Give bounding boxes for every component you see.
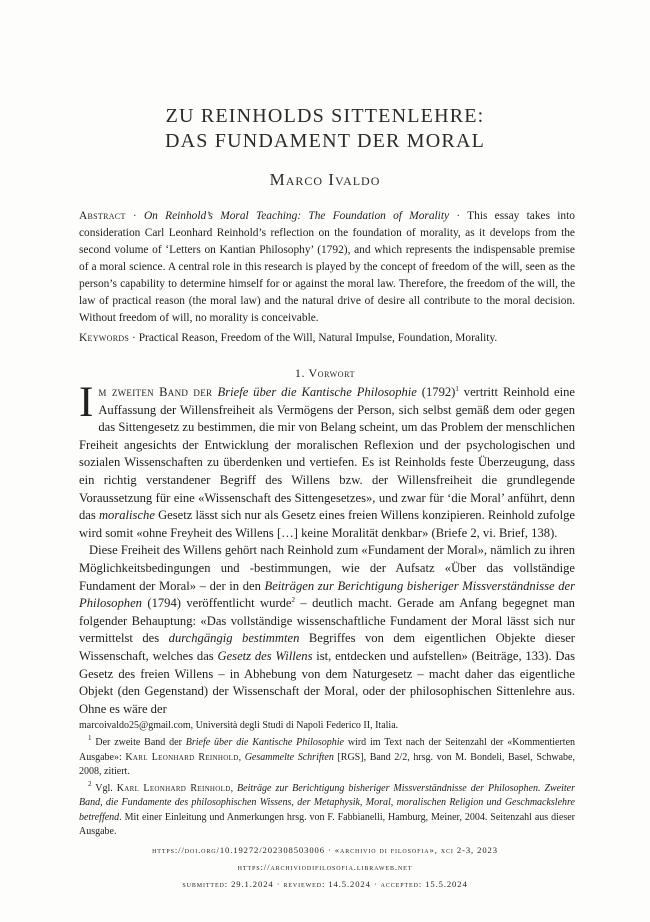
smallcaps-run: Karl Leonhard Reinhold bbox=[116, 783, 231, 795]
italic-run: Beiträge zur Berichtigung bisheriger Missverständnisse der Philosophen. Zweiter Band, die Fundamente des philosophischen Wissens, der Metaphysik, Moral, moralischen Religion und Geschmackslehre betreffend bbox=[79, 783, 575, 823]
footnotes bbox=[79, 719, 575, 842]
keywords bbox=[79, 330, 575, 347]
italic-run: Briefe über die Kantische Philosophie bbox=[185, 737, 344, 749]
abstract bbox=[79, 208, 575, 327]
author-affiliation: marcoivaldo25@gmail.com, Università degli Studi di Napoli Federico II, Italia. bbox=[79, 720, 399, 731]
text-run: [RGS], Band 2/2, hrsg. von M. Bondeli, Basel, Schwabe, 2008, zitiert. bbox=[79, 751, 575, 777]
text-run: , bbox=[230, 783, 238, 795]
text-run: (1794) veröffentlicht wurde bbox=[141, 596, 292, 611]
italic-run: moralische bbox=[98, 508, 155, 523]
keywords-text: Practical Reason, Freedom of the Will, Natural Impulse, Foundation, Morality. bbox=[138, 332, 498, 344]
abstract-text: This essay takes into consideration Carl Leonhard Reinhold’s reflection on the foundation of morality, as it develops from the second volume of ‘Letters on Kantian Philosophy’ (1792), and which represents the indispensable premise of a moral science. A central role in this research is played by the concept of freedom of the will, seen as the person’s capability to determine himself for or against the moral law. Therefore, the freedom of the will, the law of practical reason (the moral law) and the natural drive of desire all contribute to the moral decision. Without freedom of will, no morality is conceivable. bbox=[79, 210, 575, 324]
journal-url[interactable]: https://archiviodifilosofia.libraweb.net bbox=[237, 862, 413, 872]
keywords-label: Keywords bbox=[79, 332, 130, 344]
author-name: Marco Ivaldo bbox=[269, 170, 381, 189]
title-line-1: ZU REINHOLDS SITTENLEHRE: bbox=[165, 105, 485, 127]
text-run: , bbox=[238, 751, 245, 763]
text-run: wird im Text nach der Seitenzahl der «Kommentierten Ausgabe»: bbox=[79, 737, 576, 763]
abstract-separator-2: · bbox=[449, 210, 468, 222]
italic-run: Gesetz des Willens bbox=[217, 648, 313, 663]
body-text bbox=[79, 379, 576, 718]
text-run: Der zweite Band der bbox=[91, 737, 186, 749]
abstract-label: Abstract bbox=[79, 210, 126, 222]
text-run: m zweiten Band der bbox=[98, 385, 218, 399]
text-run: Gesetz lässt sich nur als Gesetz eines freien Willens konzipieren. Reinhold zufolge wird somit «ohne Freyheit des Willens […] keine Moralität denkbar» (Briefe 2, vi. Brief, 138). bbox=[79, 508, 575, 540]
article-title bbox=[0, 104, 650, 154]
text-run: . Mit einer Einleitung und Anmerkungen hrsg. von F. Fabbianelli, Hamburg, Meiner, 2004. Seitenzahl aus dieser Ausgabe. bbox=[79, 811, 575, 838]
text-run: – deutlich macht. Gerade am Anfang begegnet man folgender Behauptung: «Das vollständige wissenschaftliche Fundament der Moral lässt sich nur vermittelst des bbox=[79, 596, 575, 646]
footnote-ref-1[interactable]: 1 bbox=[455, 385, 459, 393]
italic-run: Beiträgen zur Berichtigung bisheriger Missverständnisse der Philosophen bbox=[79, 578, 576, 611]
paragraph-2 bbox=[79, 542, 575, 718]
footnote-1 bbox=[79, 736, 575, 779]
italic-run: Briefe über die Kantische Philosophie bbox=[217, 385, 417, 399]
italic-run: durchgängig bestimmten bbox=[168, 631, 300, 646]
doi-line[interactable]: https://doi.org/10.19272/202308503006 · «archivio di filosofia», xci 2-3, 2023 bbox=[152, 845, 498, 855]
text-run: Diese Freiheit des Willens gehört nach Reinhold zum «Fundament der Moral», nämlich zu ihren Möglichkeitsbedingungen und -bestimmungen, wie der Aufsatz «Über das vollständige Fundament der Moral» – der in den bbox=[79, 543, 575, 593]
footnote-2 bbox=[79, 782, 575, 839]
text-run: Vgl. bbox=[91, 783, 117, 795]
text-run: vertritt Reinhold eine Auffassung der Willensfreiheit als Vermögens der Person, sich selbst gemäß dem oder gegen das Sittengesetz zu bestimmen, die mir von Belang scheint, um das Problem der menschlichen Freiheit angesichts der Entwicklung der moralischen Reflexion und der psychologischen und sozialen Wissenschaften zu überdenken und vertiefen. Es ist Reinholds feste Überzeugung, dass ein richtig verstandener Begriff des Willens bzw. der Willensfreiheit die grundlegende Voraussetzung für eine «Wissenschaft des Sittengesetzes», und zwar für ‘die Moral’ anführt, denn das bbox=[79, 385, 575, 523]
keywords-separator: · bbox=[129, 332, 139, 344]
footnote-ref-2[interactable]: 2 bbox=[291, 596, 296, 605]
submission-dates: submitted: 29.1.2024 · reviewed: 14.5.2024 · accepted: 15.5.2024 bbox=[182, 879, 468, 889]
paragraph-1 bbox=[79, 379, 575, 542]
abstract-separator: · bbox=[125, 210, 144, 222]
abstract-english-title: On Reinhold’s Moral Teaching: The Foundation of Morality bbox=[143, 210, 450, 222]
text-run: (1792) bbox=[416, 385, 456, 399]
drop-cap: I bbox=[79, 379, 94, 426]
footnote-number: 2 bbox=[88, 780, 92, 789]
section-heading: 1. Vorwort bbox=[294, 366, 356, 380]
title-line-2: DAS FUNDAMENT DER MORAL bbox=[164, 130, 486, 152]
footnote-number: 1 bbox=[88, 734, 92, 743]
text-run: Begriffes von dem eigentlichen Objekte dieser Wissenschaft, welches das bbox=[79, 631, 576, 663]
smallcaps-run: Karl Leonhard Reinhold bbox=[125, 751, 239, 763]
italic-run: Gesammelte Schriften bbox=[244, 751, 334, 763]
text-run: ist, entdecken und aufstellen» (Beiträge, 133). Das Gesetz des freien Willens – in Abhebung von dem Naturgesetz – macht daher das eigentliche Objekt (den Gegenstand) der Wissenschaft der Moral, oder der philosophischen Sittenlehre aus. Ohne es wäre der bbox=[79, 648, 575, 716]
